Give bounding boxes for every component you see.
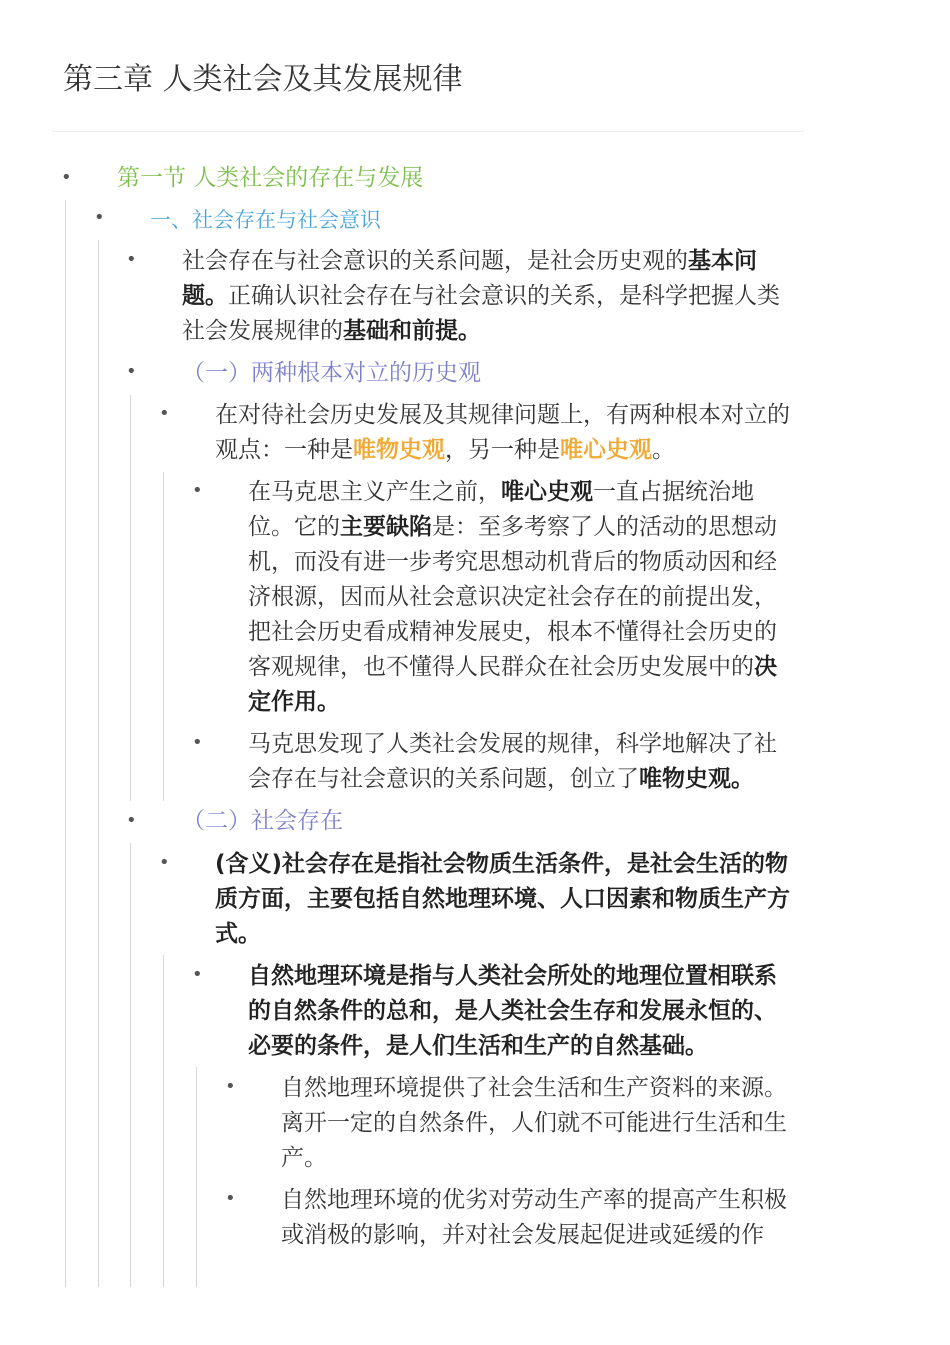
marx-bold-text: 唯物史观。 (639, 766, 754, 792)
idealism-bold-text: 主要缺陷 (340, 514, 432, 540)
outline-item-intro[interactable] (182, 244, 802, 349)
idealism-text: 是：至多考察了人的活动的思想动机，而没有进一步考究思想动机背后的物质动因和经济根源，因而从社会意识决定社会存在的前提出发，把社会历史看成精神发展史，根本不懂得社会历史的客观规律，也不懂得人民群众在社会历史发展中的 (248, 514, 777, 680)
intro-bold-text: 基础和前提。 (343, 318, 481, 344)
views-text: ，另一种是 (445, 437, 560, 463)
bullet-icon: • (94, 207, 105, 228)
outline-item-part-1[interactable]: （一）两种根本对立的历史观 (182, 360, 481, 386)
outline-item-marx[interactable] (248, 727, 788, 797)
bullet-icon: • (126, 249, 137, 270)
outline-item-views[interactable] (215, 398, 805, 468)
bullet-icon: • (225, 1188, 236, 1209)
outline-item-geo-environment[interactable]: 自然地理环境是指与人类社会所处的地理位置相联系的自然条件的总和，是人类社会生存和发展永恒的、必要的条件，是人们生活和生产的自然基础。 (248, 963, 777, 1059)
bullet-icon: • (192, 480, 203, 501)
indent-guide-5 (130, 843, 131, 1287)
bullet-icon: • (126, 361, 137, 382)
outline-item-idealism[interactable] (248, 475, 788, 720)
bullet-icon: • (61, 167, 72, 188)
intro-text: 社会存在与社会意识的关系问题，是社会历史观的 (182, 248, 688, 274)
outline-item-part-2[interactable]: （二）社会存在 (182, 808, 343, 834)
idealism-bold-text: 唯心史观 (501, 479, 593, 505)
highlight-historical-materialism: 唯物史观 (353, 437, 445, 463)
bullet-icon: • (159, 403, 170, 424)
outline-item-geo-detail-2[interactable]: 自然地理环境的优劣对劳动生产率的提高产生积极或消极的影响，并对社会发展起促进或延缓的作 (281, 1187, 787, 1248)
indent-guide-3 (130, 395, 131, 801)
idealism-bold-text: 决定作用。 (248, 654, 777, 715)
title-divider (52, 131, 804, 132)
views-text: 。 (652, 437, 675, 463)
indent-guide-2 (98, 240, 99, 1287)
marx-text: 马克思发现了人类社会发展的规律，科学地解决了社会存在与社会意识的关系问题，创立了 (248, 731, 777, 792)
indent-guide-4 (163, 472, 164, 801)
indent-guide-6 (163, 955, 164, 1287)
idealism-text: 在马克思主义产生之前， (248, 479, 501, 505)
outline-item-subsection-1[interactable]: 一、社会存在与社会意识 (150, 208, 381, 232)
intro-text: 正确认识社会存在与社会意识的关系，是科学把握人类社会发展规律的 (182, 283, 780, 344)
bullet-icon: • (192, 964, 203, 985)
indent-guide-7 (196, 1067, 197, 1287)
highlight-historical-idealism: 唯心史观 (560, 437, 652, 463)
bullet-icon: • (126, 810, 137, 831)
indent-guide-1 (65, 200, 66, 1287)
bullet-icon: • (159, 852, 170, 873)
idealism-text: 一直占据统治地位。它的 (248, 479, 754, 540)
views-text: 在对待社会历史发展及其规律问题上，有两种根本对立的观点：一种是 (215, 402, 790, 463)
outline-item-definition[interactable]: (含义)社会存在是指社会物质生活条件，是社会生活的物质方面，主要包括自然地理环境、人口因素和物质生产方式。 (215, 851, 790, 947)
page-title: 第三章 人类社会及其发展规律 (63, 62, 463, 97)
intro-bold-text: 基本问题。 (182, 248, 757, 309)
outline-item-geo-detail-1[interactable]: 自然地理环境提供了社会生活和生产资料的来源。离开一定的自然条件，人们就不可能进行生活和生产。 (281, 1075, 787, 1171)
outline-item-section-1[interactable]: 第一节 人类社会的存在与发展 (117, 165, 424, 191)
bullet-icon: • (225, 1076, 236, 1097)
bullet-icon: • (192, 732, 203, 753)
